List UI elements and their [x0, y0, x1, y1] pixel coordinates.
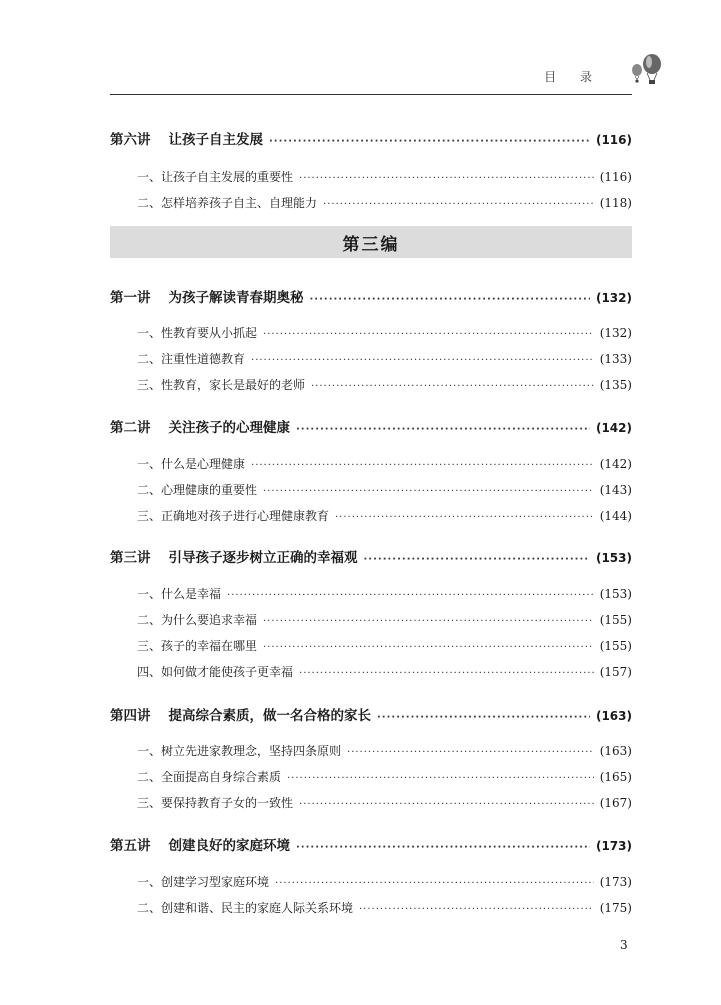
toc-section[interactable]	[137, 168, 632, 185]
leader-dots	[251, 460, 594, 471]
lecture-title: 让孩子自主发展	[168, 132, 263, 148]
toc-section[interactable]	[137, 324, 632, 341]
leader-dots	[296, 424, 590, 435]
section-title: 三、孩子的幸福在哪里	[137, 639, 258, 653]
toc-section[interactable]	[137, 194, 632, 211]
leader-dots	[296, 842, 590, 853]
toc-section[interactable]	[137, 899, 632, 916]
lecture-number: 第六讲	[110, 132, 151, 148]
toc-lecture-6[interactable]	[110, 128, 632, 148]
part-heading-bar	[110, 226, 632, 258]
page-ref: (163)	[595, 709, 632, 723]
section-title: 二、注重性道德教育	[137, 352, 246, 366]
section-title: 二、为什么要追求幸福	[137, 613, 258, 627]
page-ref: (153)	[599, 587, 632, 601]
section-title: 一、树立先进家教理念，坚持四条原则	[137, 744, 342, 758]
leader-dots	[299, 799, 594, 810]
leader-dots	[263, 329, 594, 340]
toc-section[interactable]	[137, 455, 632, 472]
page-ref: (133)	[599, 352, 632, 366]
toc-lecture-4[interactable]	[110, 704, 632, 724]
lecture-title: 引导孩子逐步树立正确的幸福观	[168, 550, 358, 566]
page-ref: (173)	[595, 839, 632, 853]
page-ref: (155)	[599, 613, 632, 627]
toc-section[interactable]	[137, 507, 632, 524]
part-title: 第三编	[342, 234, 400, 255]
lecture-number: 第二讲	[110, 420, 151, 436]
lecture-title: 创建良好的家庭环境	[168, 838, 290, 854]
toc-section[interactable]	[137, 611, 632, 628]
toc-lecture-1[interactable]	[110, 286, 632, 306]
toc-section[interactable]	[137, 637, 632, 654]
header-title: 目 录	[544, 70, 602, 84]
section-title: 一、创建学习型家庭环境	[137, 875, 270, 889]
toc-section[interactable]	[137, 376, 632, 393]
lecture-title: 提高综合素质，做一名合格的家长	[168, 708, 371, 724]
leader-dots	[251, 355, 594, 366]
leader-dots	[275, 878, 594, 889]
leader-dots	[287, 773, 594, 784]
toc-section[interactable]	[137, 794, 632, 811]
page-ref: (116)	[595, 133, 632, 147]
page-ref: (153)	[595, 551, 632, 565]
page-ref: (132)	[595, 291, 632, 305]
leader-dots	[227, 590, 594, 601]
leader-dots	[299, 668, 594, 679]
page-ref: (173)	[599, 875, 632, 889]
lecture-number: 第四讲	[110, 708, 151, 724]
leader-dots	[299, 173, 594, 184]
section-title: 三、正确地对孩子进行心理健康教育	[137, 509, 330, 523]
leader-dots	[364, 554, 590, 565]
lecture-number: 第三讲	[110, 550, 151, 566]
section-title: 二、心理健康的重要性	[137, 483, 258, 497]
toc-lecture-3[interactable]	[110, 546, 632, 566]
page-ref: (142)	[595, 421, 632, 435]
toc-section[interactable]	[137, 663, 632, 680]
toc-section[interactable]	[137, 481, 632, 498]
page-ref: (132)	[599, 326, 632, 340]
page-ref: (116)	[599, 170, 632, 184]
page-ref: (144)	[599, 509, 632, 523]
lecture-title: 关注孩子的心理健康	[168, 420, 290, 436]
lecture-title: 为孩子解读青春期奥秘	[168, 290, 304, 306]
leader-dots	[263, 616, 594, 627]
leader-dots	[377, 712, 590, 723]
leader-dots	[347, 747, 594, 758]
toc-lecture-5[interactable]	[110, 834, 632, 854]
section-title: 二、怎样培养孩子自主、自理能力	[137, 196, 318, 210]
page-number: 3	[620, 938, 628, 952]
page-ref: (163)	[599, 744, 632, 758]
section-title: 一、什么是幸福	[137, 587, 222, 601]
section-title: 三、性教育，家长是最好的老师	[137, 378, 306, 392]
section-title: 二、创建和谐、民主的家庭人际关系环境	[137, 901, 354, 915]
page-ref: (175)	[599, 901, 632, 915]
section-title: 一、让孩子自主发展的重要性	[137, 170, 294, 184]
leader-dots	[359, 904, 594, 915]
leader-dots	[269, 136, 590, 147]
page-ref: (165)	[599, 770, 632, 784]
hot-air-balloon-icon	[628, 50, 668, 90]
page-ref: (143)	[599, 483, 632, 497]
leader-dots	[310, 294, 590, 305]
toc-section[interactable]	[137, 585, 632, 602]
lecture-number: 第五讲	[110, 838, 151, 854]
section-title: 四、如何做才能使孩子更幸福	[137, 665, 294, 679]
section-title: 一、性教育要从小抓起	[137, 326, 258, 340]
running-header	[110, 60, 632, 95]
leader-dots	[323, 199, 594, 210]
toc-section[interactable]	[137, 768, 632, 785]
toc-section[interactable]	[137, 742, 632, 759]
leader-dots	[263, 642, 594, 653]
leader-dots	[335, 512, 594, 523]
page-ref: (157)	[599, 665, 632, 679]
section-title: 二、全面提高自身综合素质	[137, 770, 282, 784]
toc-lecture-2[interactable]	[110, 416, 632, 436]
page-ref: (155)	[599, 639, 632, 653]
page-ref: (167)	[599, 796, 632, 810]
section-title: 一、什么是心理健康	[137, 457, 246, 471]
toc-section[interactable]	[137, 873, 632, 890]
page-ref: (118)	[599, 196, 632, 210]
section-title: 三、要保持教育子女的一致性	[137, 796, 294, 810]
page-ref: (142)	[599, 457, 632, 471]
leader-dots	[263, 486, 594, 497]
page-ref: (135)	[599, 378, 632, 392]
toc-section[interactable]	[137, 350, 632, 367]
leader-dots	[311, 381, 594, 392]
lecture-number: 第一讲	[110, 290, 151, 306]
